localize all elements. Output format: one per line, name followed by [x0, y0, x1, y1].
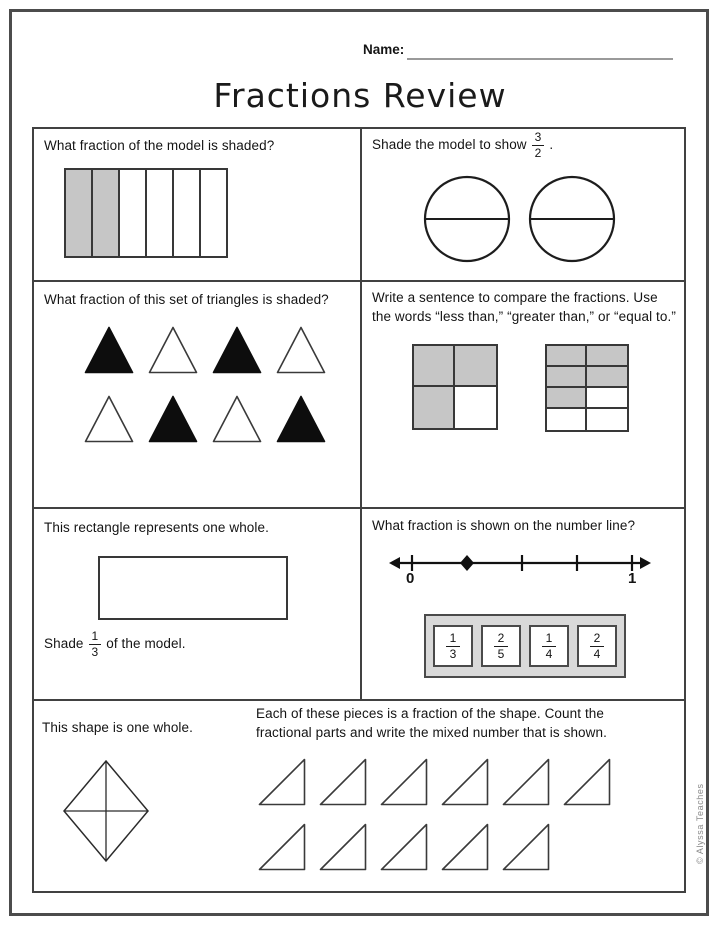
q7-right-prompt	[256, 704, 676, 742]
q5-whole-rectangle	[98, 556, 288, 620]
point-marker-icon	[460, 555, 474, 571]
triangle-icon	[148, 395, 198, 443]
grid-cell	[587, 346, 627, 367]
triangle-piece	[441, 823, 489, 871]
grid-cell	[414, 346, 455, 387]
page-title: Fractions Review	[213, 76, 507, 115]
grid-cell	[120, 170, 147, 256]
q5-fraction: $\frac{1}{3}$	[89, 630, 102, 658]
triangle-piece	[502, 758, 550, 806]
grid-horizontal-divider-2	[32, 507, 686, 509]
copyright-text: © Alyssa Teaches	[695, 783, 705, 864]
q2-prompt-prefix: Shade the model to show	[372, 137, 527, 153]
q6-prompt: What fraction is shown on the number line?	[372, 518, 636, 533]
q7-left-prompt: This shape is one whole.	[42, 720, 193, 735]
triangle-icon	[276, 395, 326, 443]
grid-horizontal-divider-1	[32, 280, 686, 282]
grid-cell	[201, 170, 226, 256]
q2-fraction: $\frac{3}{2}$	[532, 131, 545, 159]
grid-cell	[147, 170, 174, 256]
left-arrow-icon	[389, 557, 400, 569]
triangle-icon	[148, 326, 198, 374]
triangle-piece	[441, 758, 489, 806]
grid-horizontal-divider-3	[32, 699, 686, 701]
q4-prompt-line1: Write a sentence to compare the fractions. Use	[372, 290, 658, 305]
grid-cell	[587, 367, 627, 388]
fraction-choice: $\frac{2}{4}$	[577, 625, 617, 667]
q5-prompt: This rectangle represents one whole.	[44, 520, 269, 535]
grid-cell	[587, 409, 627, 430]
q2-circle-models	[420, 172, 620, 267]
q2-prompt-suffix: .	[549, 137, 554, 153]
triangle-icon	[212, 395, 262, 443]
q5-shade-instruction	[44, 630, 186, 658]
fraction-choice: $\frac{1}{4}$	[529, 625, 569, 667]
q5-shade-prefix: Shade	[44, 636, 84, 652]
q3-prompt: What fraction of this set of triangles is shaded?	[44, 292, 329, 307]
triangle-piece	[258, 823, 306, 871]
grid-cell	[587, 388, 627, 409]
number-line-end-label: 1	[628, 570, 637, 587]
number-line-start-label: 0	[406, 570, 415, 587]
triangle-piece	[319, 758, 367, 806]
fraction-choice: $\frac{1}{3}$	[433, 625, 473, 667]
grid-cell	[174, 170, 201, 256]
q6-number-line	[388, 545, 652, 585]
q1-fraction-bar-model	[64, 168, 228, 258]
grid-cell	[547, 367, 587, 388]
q4-model-eighths	[545, 344, 629, 432]
q2-prompt	[372, 131, 553, 159]
q4-model-fourths	[412, 344, 498, 430]
triangle-piece	[502, 823, 550, 871]
q7-right-prompt-line1: Each of these pieces is a fraction of the shape. Count the	[256, 706, 605, 721]
triangle-icon	[276, 326, 326, 374]
q5-shade-suffix: of the model.	[106, 636, 186, 652]
triangle-icon	[212, 326, 262, 374]
triangle-piece	[319, 823, 367, 871]
q4-prompt-line2: the words “less than,” “greater than,” or “equal to.”	[372, 309, 676, 325]
q1-prompt: What fraction of the model is shaded?	[44, 138, 275, 153]
grid-cell	[66, 170, 93, 256]
q6-answer-choices	[424, 614, 626, 678]
grid-cell	[547, 388, 587, 409]
grid-cell	[414, 387, 455, 428]
q7-fraction-pieces	[258, 758, 644, 871]
q7-whole-diamond-shape	[61, 758, 151, 864]
name-underline	[407, 58, 673, 60]
triangle-piece	[563, 758, 611, 806]
grid-cell	[547, 346, 587, 367]
right-arrow-icon	[640, 557, 651, 569]
grid-cell	[455, 346, 496, 387]
triangle-icon	[84, 326, 134, 374]
fraction-choice: $\frac{2}{5}$	[481, 625, 521, 667]
q4-prompt	[372, 288, 684, 326]
triangle-piece	[380, 758, 428, 806]
grid-cell	[547, 409, 587, 430]
triangle-piece	[258, 758, 306, 806]
triangle-icon	[84, 395, 134, 443]
grid-cell	[93, 170, 120, 256]
triangle-piece	[380, 823, 428, 871]
q3-triangle-set	[84, 326, 352, 443]
grid-cell	[455, 387, 496, 428]
name-label: Name:	[363, 42, 405, 57]
grid-vertical-divider	[360, 127, 362, 700]
q7-right-prompt-line2: fractional parts and write the mixed number that is shown.	[256, 725, 607, 741]
